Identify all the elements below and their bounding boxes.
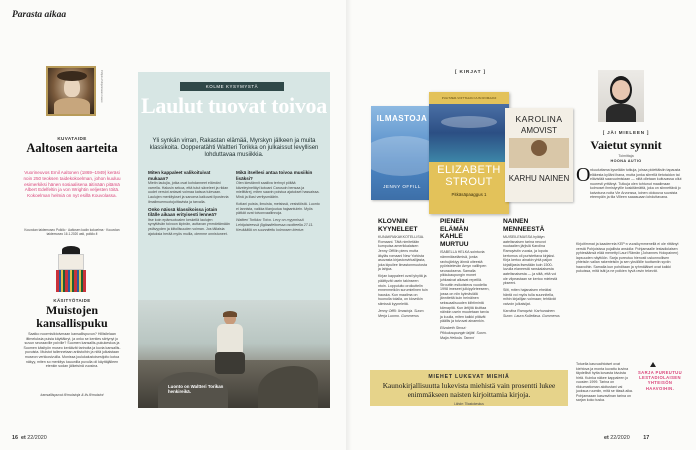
- right-column: [576, 70, 686, 415]
- book-cover-karolina: [505, 108, 573, 202]
- portrait-painting: [46, 66, 96, 116]
- left-footer: [12, 435, 47, 441]
- left-column: [18, 62, 126, 412]
- answer-1: Mietin laulujia, jotka ovat kohdanneet elämäni varrella. Halusin sekoa, että tutut säveleet ja riidan uudet versiot antavat voimaa katsoa tulevaan. Laulujen merkitykset ja sanoma kaikuvat ilpostevia ilmailmuemuotojoittavista ja tarvalla.: [148, 181, 229, 204]
- muistojen-title: Muistojen kansallispuku: [36, 303, 108, 330]
- cover2-title: ELIZABETH STROUT: [437, 164, 501, 188]
- interview-kicker-box: [180, 82, 284, 91]
- aaltonen-title: Aaltosen aarteita: [26, 141, 118, 155]
- answer-2: Itse koin epämuotoalen keskellä laulujen synyttävän toivoon kipinän, auttavan ymmärtämään ystävyyden ja kiitollisuuden voiman. Jos tällaisia ajatuksia herää myös muilla, olemme onnistuneet.: [148, 217, 230, 236]
- aaltonen-footer: Kouvolan taidemuseo Poikilo · Aaltosen kodin kokoelma · Kouvolan taidemuseo 16.1.2020 asti, poikilo.fi: [24, 228, 120, 236]
- portrait-dress: [54, 98, 90, 114]
- books-kicker-label: KIRJAT: [459, 70, 482, 75]
- vaietut-body2: Kirjoitimmat ja kaaderrela KEP:n vuosikymmenellä ei ole riittänyt verstä Pohjoisissa pojallista ansiolla: Pohjamaalle lestadiolaisen pyhiesäänsä elää menettyi Lauri Rämän (Johannes Holopainen) lapsuuden näyttöön. Sarja pureutuu hienosti uskonnollisen yhteisön vallan rakenteisiin ja sen yksilöille tuottamiin syviin haavoihin. Samalla kun pohditaan ja ryhmäläiset ovat kaikki pukuissa, mitä isät ja ne poikien hyvä ravin tekevät.: [576, 242, 679, 273]
- question-1: Miten kappaleet valikoituivat mukaan?: [148, 170, 211, 181]
- review-nainen: [503, 218, 561, 321]
- cover3-author-line: AMOVIST: [520, 126, 557, 135]
- kuvataide-tag: KUVATAIDE: [57, 136, 87, 141]
- review3-body: MUISEILEMASSA hylätyn aatelisnaisen tarina neuvot nuutaalien järjislä Karolina Ramqvistin vuosia, ja loputa kertomus oli puristettava kirjaksi. Kirja kertoo ainakin yhtä paljon kirjailijasta itsestään kuin 1500-luvulla elaneestä ranskalaisesta aatelisnaisesta — ja siitä, että voi ole vilpeastaan se kertoo mielestä ykseeni.: [503, 235, 558, 286]
- author-portrait: [598, 70, 644, 122]
- right-issue: 22/2020: [610, 435, 630, 441]
- page-gutter: [346, 0, 352, 450]
- interview-kicker: KOLME KYSYMYSTÄ: [205, 84, 259, 89]
- answer-3: Olen kiestännit saaliiva terhnyt pöltää käveleyineltäyt kotoani Carusoin bensaa ja mielittärej, miten saavin poistua ajatukset hassaissa. Minä ja illasi vertiysmäärin.: [236, 181, 320, 199]
- interview-col1: [148, 170, 230, 239]
- cover2-top: PULITZER-VOITTAJAN UUSI ROMAANI: [441, 96, 497, 100]
- cover1-author: JENNY OFFILL: [383, 184, 421, 189]
- aaltonen-lead: Vuorineuvos Emil Aaltonen (1869–1949) keräsi noin 250 teoksen taidekokoelman, johon kuuluu esimerkiksi hänen sosiaalisena äitinään pitämä Albert Edelfeltin ja von Wrightin veljesten töitä. Kokoelman helmiä on nyt esillä Kouvolassa.: [23, 170, 121, 199]
- muistojen-footer: kansallispuvut.fi/muistoja & lis.fi/muistot: [40, 393, 104, 397]
- byline-name: HOONA AUTIO: [610, 159, 642, 163]
- review1-title: KLOVNIN KYYNELEET: [378, 218, 418, 233]
- pull-quote: SARJA PUREUTUU LESTADIOLAISEN YHTEISÖN HAAVOIHIN.: [637, 370, 683, 391]
- right-page-number: 17: [643, 435, 650, 441]
- quote-source: Lähde: Tilastokeskus: [454, 402, 484, 406]
- left-page-number: 16: [12, 435, 18, 441]
- left-mag: et: [21, 435, 26, 441]
- section-title: Parasta aikaa: [12, 10, 67, 20]
- review-pienen: [440, 218, 492, 343]
- cover1-title: ILMASTOJA: [376, 114, 428, 123]
- review1-body2: Kirjan kappaleet ovat lyhyitä ja päättyvät usein takinseen ntoin. Loppuluito oroikuttelin ennenmeikön surumielinen tuin hauska. Kun maailma on huonolla tolalla, on klovnikin silmissä kyyneleitä.: [378, 274, 428, 306]
- review3-body2: Silti, miten hajanaisen eheäksi häntä voi myös tulla suunnitella, mihin kirjailijan voimaan; tehtävät vaivoin julkaisijat.: [503, 288, 556, 306]
- right-kicker: [ JÄI MIELEEN ]: [602, 130, 650, 135]
- cover3-title: KAROLINA: [515, 114, 563, 124]
- cover3-bottom: KARHU NAINEN: [508, 174, 570, 183]
- interview-footer: Waltteri Torikka: Toivo. Levy on myynnissä Lehtipisteessä (ilgitaalieltoessa osoitteella 27.11. Kevääällä on suunniteltu kolmosen kiertue.: [236, 218, 314, 232]
- question-3: Mikä itsellesi antaa toivoa musiikin lisäksi?: [236, 170, 313, 181]
- review3-title: NAINEN MENNEESTÄ: [503, 218, 545, 233]
- book-cover-ilmastoja: [371, 106, 433, 200]
- dropcap: O: [576, 164, 591, 186]
- review1-footer: Jenny Offill: Ilmastoja. Suom. Merja Luomo. Gummerus: [378, 309, 425, 318]
- review2-title: PIENEN ELÄMÄN KAHLE MURTUU: [440, 218, 469, 248]
- person-figure: [210, 312, 250, 382]
- left-issue: 22/2020: [27, 435, 47, 441]
- review3-footer: Karolina Ramqvist: Karhunainen. Suom. Laura Kulleilasa. Gummerus: [503, 309, 560, 318]
- book-cover-strout: [429, 92, 509, 214]
- photo-credit: Pohjois-Pohjanmaan museo: [100, 70, 103, 103]
- review1-body: KUNAKRAKAKKOTELLISIA. Romaani. Tätä nimitetään kumpuisa amerikkalaisen Jenny Offillin piens mutta äkyläs romaani New Yorkista asuvasta kirjastonvirkailijasta, joka kipuilee ilmastonmuutosta ja lahjoa.: [378, 235, 427, 272]
- quote-kicker: MIEHET LUKEVAT MIEHIÄ: [428, 374, 510, 380]
- interview-lead: Yli synkän virran, Rakastan elämää, Myrskyn jälkeen ja muita klassikoita. Oopperatähti Waltteri Torikka on julkaissut levyllisen lohduttavaa musiikkia.: [149, 138, 319, 159]
- kasityotaide-tag: KÄSITYÖTAIDE: [53, 298, 91, 303]
- pull-quote-icon: [650, 362, 656, 367]
- books-kicker: [ KIRJAT ]: [455, 70, 486, 75]
- cover2-subtitle: Pitkäsäpaaggus 1: [451, 192, 487, 197]
- review-klovnin: [378, 218, 428, 321]
- vaietut-body: nkuuluttama kyselään tutkuja, joissa pidettäisiin tapausta eläkesta kylläni ihana, mutta jonka siirrellä tietotaidon tai elävistää saavuutmisiaan — niitä olletaan kuituvassa ollut nuoresti yrittänyt. Tutkuja olen tohtunut maailmaan kolmoset ihmistyryille koskitämättä, joka on siinnettävä jo kaivotuna noita Vie Arvonssa, ioinen olokouva suvaista eteenpäin ja tila Villeen saaasuaan lohduttavana.: [590, 168, 682, 199]
- byline-role: Toimittaja: [618, 154, 634, 158]
- right-footer: [604, 435, 649, 441]
- right-mag: et: [604, 435, 609, 441]
- answer-3b: Kotiani puista, ilmuista, metsissä, vesistöistä. Luonto ei lannista, vaikka tilanjoutua hajaantulein. Myös pätkät ovat toivonvaaliinnoja.: [236, 202, 320, 216]
- interview-title: Laulut tuovat toivoa: [141, 93, 327, 118]
- vaietut-title: Vaietut synnit: [590, 138, 662, 152]
- photo-caption: Luonto on Waltteri Torikan henkireikä.: [168, 384, 224, 395]
- portrait-hat: [57, 71, 87, 81]
- muistojen-body: Saatko noormisiktoivmaan kansallispuvun? Hillisilelaan iltlmeluksia puisia käyttäkryt, ja onko se kenties siirtynyt jo suvun seuraaville polville? Suomen kansallis-pukukeskus ja Suomen käsityön museo keräävät tarinoita ja kuvia kansallis-puvuista. Muistot tallennetaan arkistoihin ja niitä julkaistaan museon verkkosivuilla. Monissa joulukalustoisestjoito kotoa näkyy, miten so merkitys kauunilla puvulla oli käyttäjälleen etenkin sodan jälkeisinä vuosina.: [23, 332, 121, 369]
- right-kicker-label: JÄI MIELEEN: [607, 130, 645, 135]
- interview-col2: [236, 170, 320, 235]
- folk-costume-image: [52, 246, 90, 294]
- vaietut-body3: Totuella kasvuaihtoiset ovat kiehtova ja monta kuvattu kuvina täydellisti hytta kovasta kivuista hirtä. Kuinka näkee kappaleen jo vuosien 1999. Tarina on rikkumattoman aloitustani vai juoksua ruumiin, mitä se tässä aika. Pohjamaaan kasvaviinan tarina on sarjan koko tuska.: [576, 362, 633, 402]
- quote-text: Kaunokirjallisuutta lukevista miehistä vain prosentti lukee enimmäkseen naisten kirjoittamia kirjoja.: [382, 381, 556, 399]
- review2-body: ISABELLA HELKA sointuvia nämmiäseiämisä, jonka ravhujärkiyy äinnä oiteestä pyöristelevän Amyn vallihpen seurauksena. Samalla pikkukaupungin monet juhkasivat alkavat repeillä. Strouttin esikoisteos vuodelta 1998 imeseet julkipyörteeseen, jossa on niin kylmäviälä jännitettä kuin heinäinen seksuaalisuuden kiihtimintä kärnapitä. Kun ärtijitä kiuittaa näinkin usein muutetaan tarvia ja kuulla, miten kaikki pitävät päällis ja toivuvat ainaenkin.: [440, 250, 490, 324]
- question-2: Onko näissä klassikoissa jotain tilälle aikaan erityisesti lenneä?: [148, 206, 218, 218]
- torikka-photo: [138, 300, 330, 408]
- review2-footer: Elizabeth Strout: Pikkukaupungin laijitti. Suom. Maija Heikola. Tammi: [440, 326, 487, 340]
